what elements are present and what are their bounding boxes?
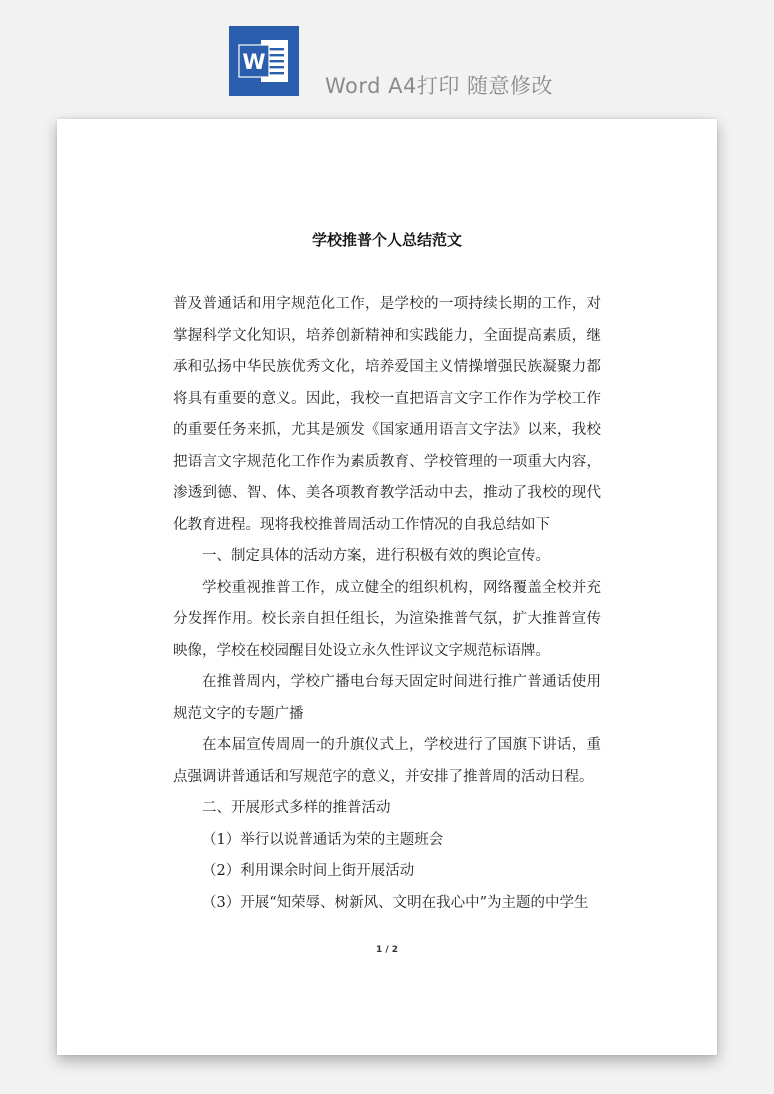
list-item: （1）举行以说普通话为荣的主题班会	[202, 831, 444, 848]
header-caption: Word A4打印 随意修改	[325, 74, 554, 98]
document-page	[57, 119, 717, 1055]
document-title: 学校推普个人总结范文	[311, 231, 462, 249]
word-logo-letter: W	[242, 50, 266, 74]
section-heading-2: 二、开展形式多样的推普活动	[202, 800, 391, 816]
page-number: 1 / 2	[375, 945, 399, 955]
document-body	[173, 289, 601, 919]
section-heading-1: 一、制定具体的活动方案，进行积极有效的舆论宣传。	[202, 548, 550, 564]
intro-paragraph: 普及普通话和用字规范化工作，是学校的一项持续长期的工作，对掌握科学文化知识，培养创新精神和实践能力，全面提高素质，继承和弘扬中华民族优秀文化，培养爱国主义情操增强民族凝聚力都将具有重要的意义。因此，我校一直把语言文字工作作为学校工作的重要任务来抓，尤其是颁发《国家通用语言文字法》以来，我校把语言文字规范化工作作为素质教育、学校管理的一项重大内容，渗透到德、智、体、美各项教育教学活动中去，推动了我校的现代化教育进程。现将我校推普周活动工作情况的自我总结如下	[173, 296, 601, 533]
list-item: （2）利用课余时间上街开展活动	[202, 863, 415, 879]
header	[0, 0, 774, 118]
paragraph: 学校重视推普工作，成立健全的组织机构，网络覆盖全校并充分发挥作用。校长亲自担任组长，为渲染推普气氛，扩大推普宣传映像，学校在校园醒目处设立永久性评议文字规范标语牌。	[173, 579, 601, 659]
paragraph: 在推普周内，学校广播电台每天固定时间进行推广普通话使用规范文字的专题广播	[173, 674, 601, 722]
paragraph: 在本届宣传周周一的升旗仪式上，学校进行了国旗下讲话，重点强调讲普通话和写规范字的意义，并安排了推普周的活动日程。	[173, 737, 601, 785]
list-item: （3）开展“知荣辱、树新风、文明在我心中”为主题的中学生	[202, 894, 589, 911]
word-app-icon	[229, 26, 299, 96]
